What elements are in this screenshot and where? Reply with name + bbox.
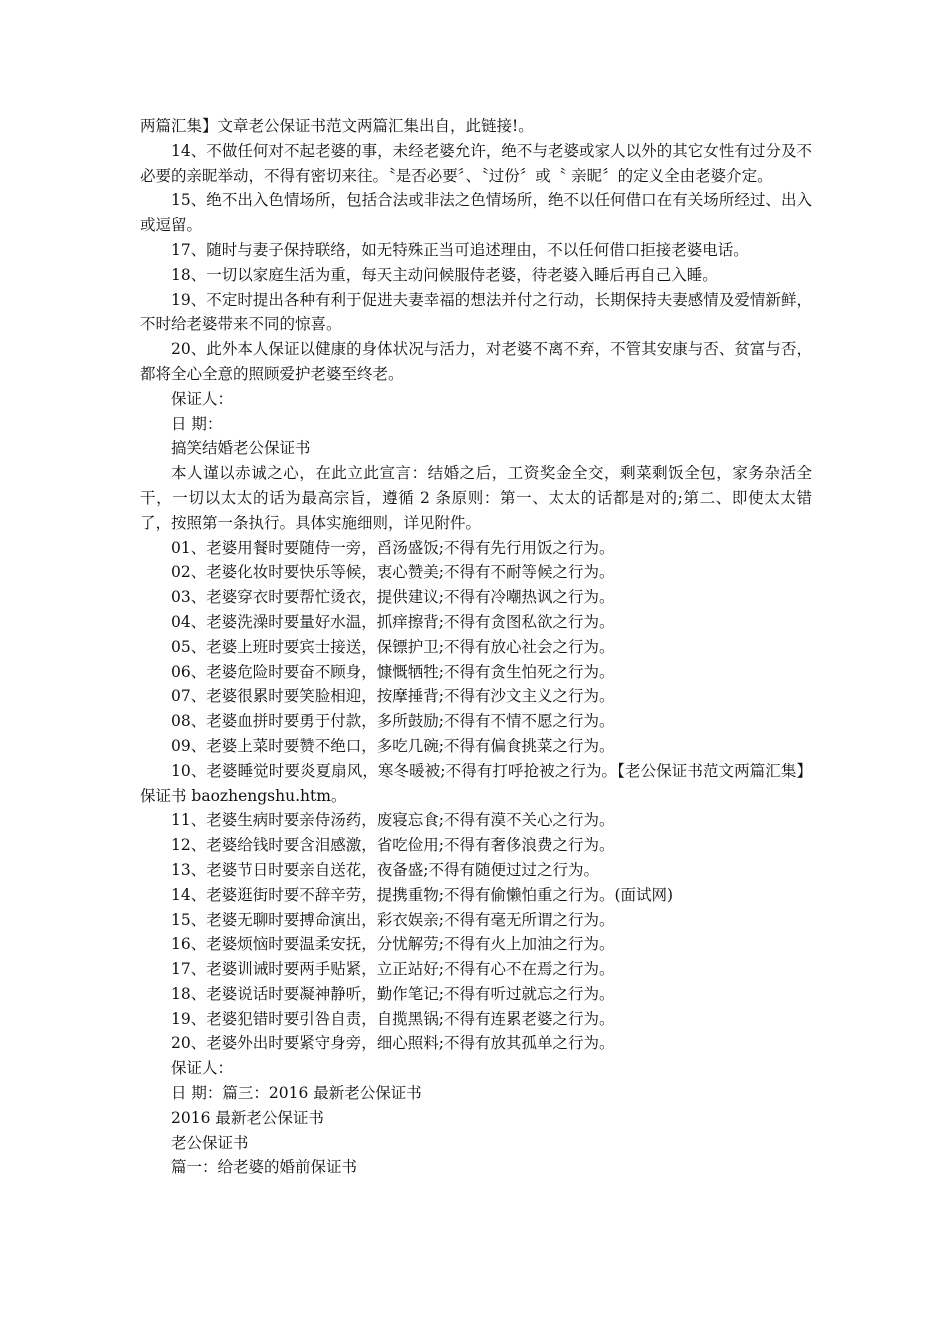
- guarantor-label: 保证人：: [171, 1059, 234, 1078]
- rule-item-10: 10、老婆睡觉时要炎夏扇风，寒冬暖被;不得有打呼抢被之行为。【老公保证书范文两篇汇集】保证书 baozhengshu.htm。: [140, 761, 812, 805]
- rule-item-02: 02、老婆化妆时要快乐等候，衷心赞美;不得有不耐等候之行为。: [171, 563, 615, 582]
- rule-item-05: 05、老婆上班时要宾士接送，保镖护卫;不得有放心社会之行为。: [171, 637, 615, 656]
- paragraph-item-17: 17、随时与妻子保持联络，如无特殊正当可追述理由，不以任何借口拒接老婆电话。: [171, 240, 749, 259]
- rule-item-08: 08、老婆血拼时要勇于付款，多所鼓励;不得有不情不愿之行为。: [171, 712, 615, 731]
- rule-item-12: 12、老婆给钱时要含泪感激，省吃俭用;不得有奢侈浪费之行为。: [171, 836, 615, 855]
- paragraph-item-20: 20、此外本人保证以健康的身体状况与活力，对老婆不离不弃，不管其安康与否、贫富与否，都将全心全意的照顾爱护老婆至终老。: [140, 340, 812, 383]
- rule-item-01: 01、老婆用餐时要随侍一旁，舀汤盛饭;不得有先行用饭之行为。: [171, 538, 615, 557]
- rule-item-14: 14、老婆逛街时要不辞辛劳，提携重物;不得有偷懒怕重之行为。(面试网): [171, 885, 674, 904]
- rule-item-03: 03、老婆穿衣时要帮忙烫衣，提供建议;不得有冷嘲热讽之行为。: [171, 588, 615, 607]
- guarantor-label: 保证人：: [171, 389, 234, 408]
- rule-item-18: 18、老婆说话时要凝神静听，勤作笔记;不得有听过就忘之行为。: [171, 984, 615, 1003]
- date-label-with-section: 日 期：篇三：2016 最新老公保证书: [171, 1084, 422, 1103]
- declaration-paragraph: 本人谨以赤诚之心，在此立此宣言：结婚之后，工资奖金全交，剩菜剩饭全包，家务杂活全干，一切以太太的话为最高宗旨，遵循 2 条原则：第一、太太的话都是对的;第二、即使太太错了，按照第一条执行。具体实施细则，详见附件。: [140, 464, 812, 532]
- paragraph-item-19: 19、不定时提出各种有利于促进夫妻幸福的想法并付之行动，长期保持夫妻感情及爱情新鲜，不时给老婆带来不同的惊喜。: [140, 290, 812, 334]
- rule-item-07: 07、老婆很累时要笑脸相迎，按摩捶背;不得有沙文主义之行为。: [171, 687, 615, 706]
- rule-item-15: 15、老婆无聊时要搏命演出，彩衣娱亲;不得有毫无所谓之行为。: [171, 910, 615, 929]
- rule-item-19: 19、老婆犯错时要引咎自责，自揽黑锅;不得有连累老婆之行为。: [171, 1009, 615, 1028]
- rule-item-06: 06、老婆危险时要奋不顾身，慷慨牺牲;不得有贪生怕死之行为。: [171, 662, 615, 681]
- paragraph-item-15: 15、绝不出入色情场所，包括合法或非法之色情场所，绝不以任何借口在有关场所经过、出入或逗留。: [140, 191, 812, 235]
- rule-item-17: 17、老婆训诫时要两手贴紧，立正站好;不得有心不在焉之行为。: [171, 960, 615, 979]
- rule-item-13: 13、老婆节日时要亲自送花，夜备盛;不得有随便过过之行为。: [171, 860, 599, 879]
- paragraph-item-18: 18、一切以家庭生活为重，每天主动问候服侍老婆，待老婆入睡后再自己入睡。: [171, 265, 718, 284]
- rule-item-09: 09、老婆上菜时要赞不绝口，多吃几碗;不得有偏食挑菜之行为。: [171, 736, 615, 755]
- date-label: 日 期：: [171, 414, 223, 433]
- paragraph-continuation: 两篇汇集】文章老公保证书范文两篇汇集出自，此链接!。: [140, 117, 534, 135]
- rule-item-04: 04、老婆洗澡时要量好水温，抓痒擦背;不得有贪图私欲之行为。: [171, 612, 615, 631]
- rule-item-11: 11、老婆生病时要亲侍汤药，废寝忘食;不得有漠不关心之行为。: [171, 811, 615, 830]
- paragraph-item-14: 14、不做任何对不起老婆的事，未经老婆允许，绝不与老婆或家人以外的其它女性有过分及不必要的亲昵举动，不得有密切来往。〝是否必要〞、〝过份〞或〝 亲昵〞的定义全由老婆介定。: [140, 141, 812, 185]
- rule-item-20: 20、老婆外出时要紧守身旁，细心照料;不得有放其孤单之行为。: [171, 1034, 615, 1053]
- chapter-heading: 篇一：给老婆的婚前保证书: [171, 1158, 358, 1177]
- document-body: [140, 114, 812, 1180]
- rule-item-16: 16、老婆烦恼时要温柔安抚，分忧解劳;不得有火上加油之行为。: [171, 935, 615, 954]
- section-heading: 搞笑结婚老公保证书: [171, 439, 311, 458]
- section-title: 2016 最新老公保证书: [171, 1108, 324, 1127]
- section-subtitle: 老公保证书: [171, 1133, 249, 1152]
